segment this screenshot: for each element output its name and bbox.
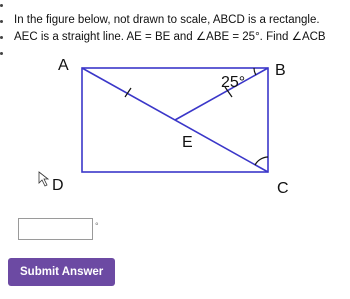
label-angle-25: 25° — [221, 74, 246, 91]
label-a: A — [58, 57, 69, 74]
label-d: D — [52, 177, 64, 194]
bullet-dot — [0, 20, 3, 23]
bullet-dot — [0, 4, 3, 7]
question-text: In the figure below, not drawn to scale, ABCD is a rectangle. AEC is a straight line. AE = BE and ∠ABE = 25°. Find ∠ACB — [14, 14, 326, 43]
label-b: B — [275, 62, 286, 79]
submit-answer-button[interactable]: Submit Answer — [8, 258, 115, 286]
geometry-figure — [0, 52, 350, 212]
angle-arc-acb — [255, 157, 268, 165]
cursor-icon — [39, 172, 48, 186]
angle-arc-abe — [254, 68, 256, 75]
label-c: C — [277, 180, 289, 197]
answer-input[interactable] — [18, 218, 93, 240]
label-e: E — [182, 134, 193, 151]
bullet-dot — [0, 36, 3, 39]
degree-symbol: ° — [95, 221, 99, 231]
